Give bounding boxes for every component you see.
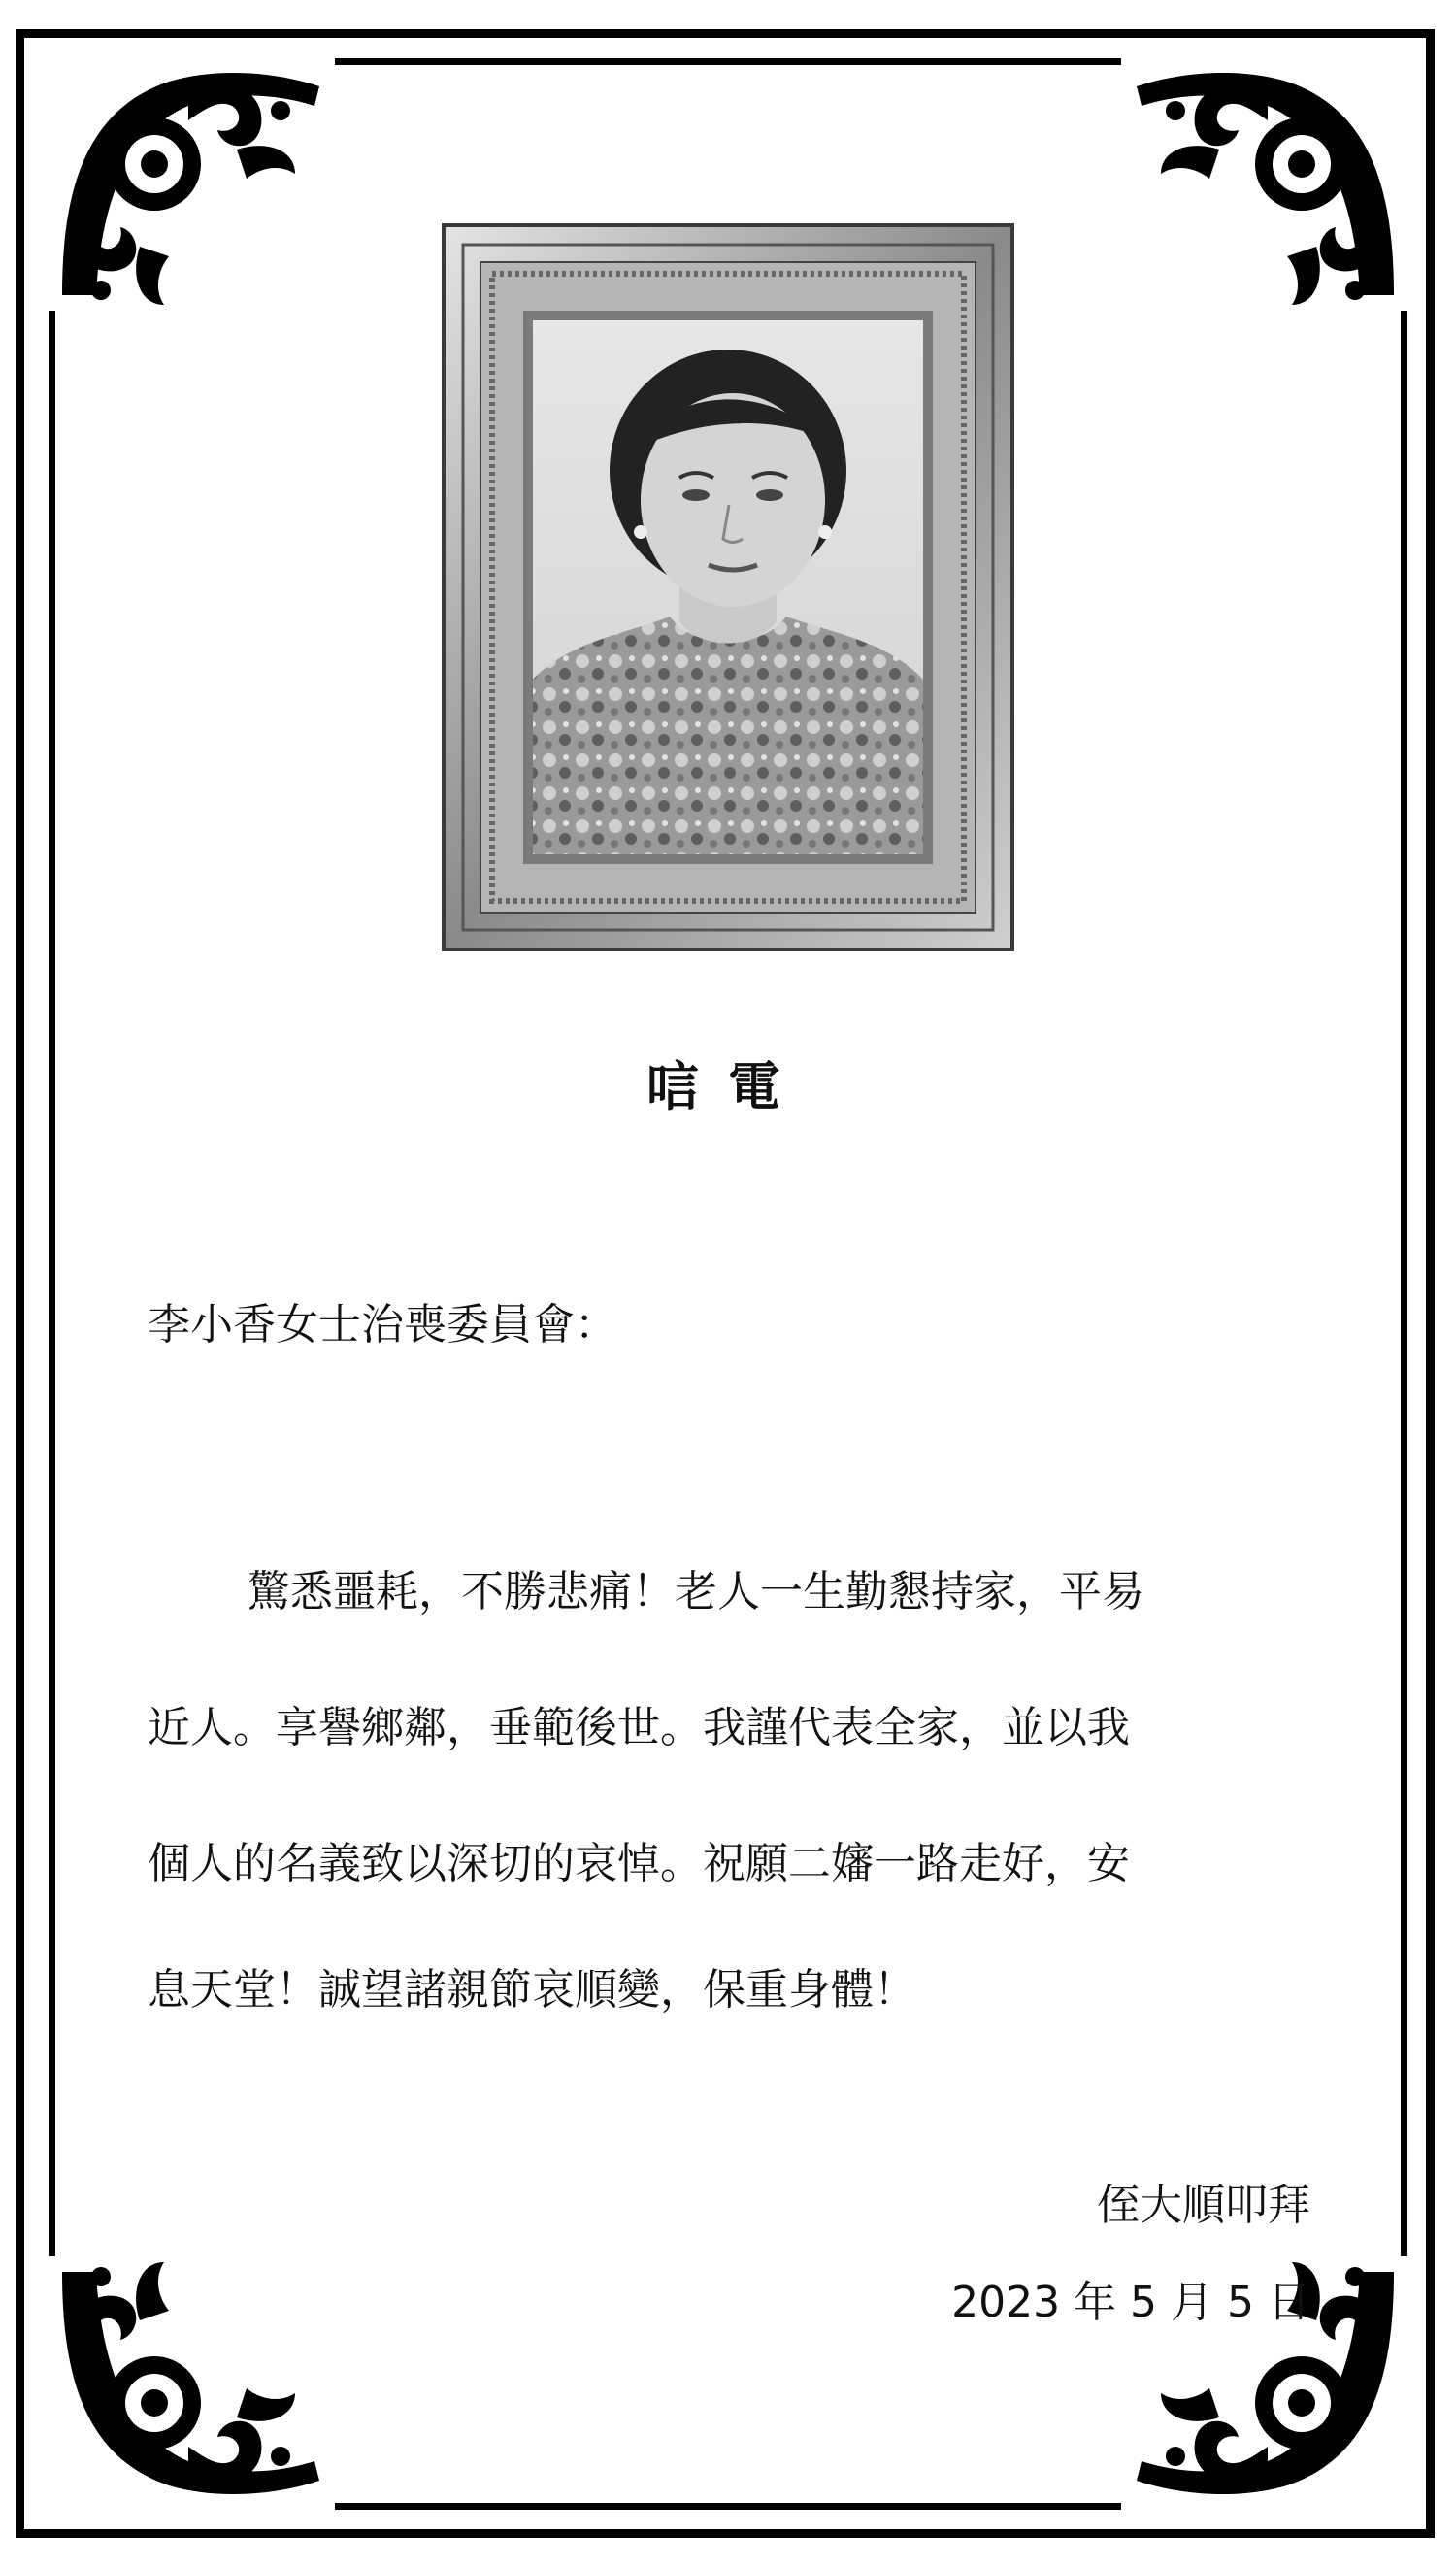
framed-portrait-photo — [442, 223, 1014, 951]
page-title: 唁電 — [646, 1056, 810, 1117]
salutation: 李小香女士治喪委員會： — [148, 1300, 617, 1350]
corner-ornament-icon — [1122, 2223, 1413, 2515]
inner-border-right — [1401, 311, 1407, 2256]
corner-ornament-icon — [1122, 52, 1413, 344]
body-line: 近人。享譽鄉鄰，垂範後世。我謹代表全家，並以我 — [148, 1703, 1130, 1752]
body-line: 息天堂！誠望諸親節哀順變，保重身體！ — [148, 1965, 916, 2015]
inner-border-left — [49, 311, 55, 2256]
signer: 侄大順叩拜 — [1097, 2181, 1310, 2230]
corner-ornament-icon — [43, 2223, 334, 2515]
date: 2023 年 5 月 5 日 — [951, 2278, 1310, 2327]
inner-border-bottom — [335, 2503, 1121, 2510]
corner-ornament-icon — [43, 52, 334, 344]
body-line: 驚悉噩耗，不勝悲痛！老人一生勤懇持家，平易 — [248, 1567, 1144, 1617]
inner-border-top — [335, 58, 1121, 65]
body-line: 個人的名義致以深切的哀悼。祝願二嬸一路走好，安 — [148, 1839, 1130, 1888]
